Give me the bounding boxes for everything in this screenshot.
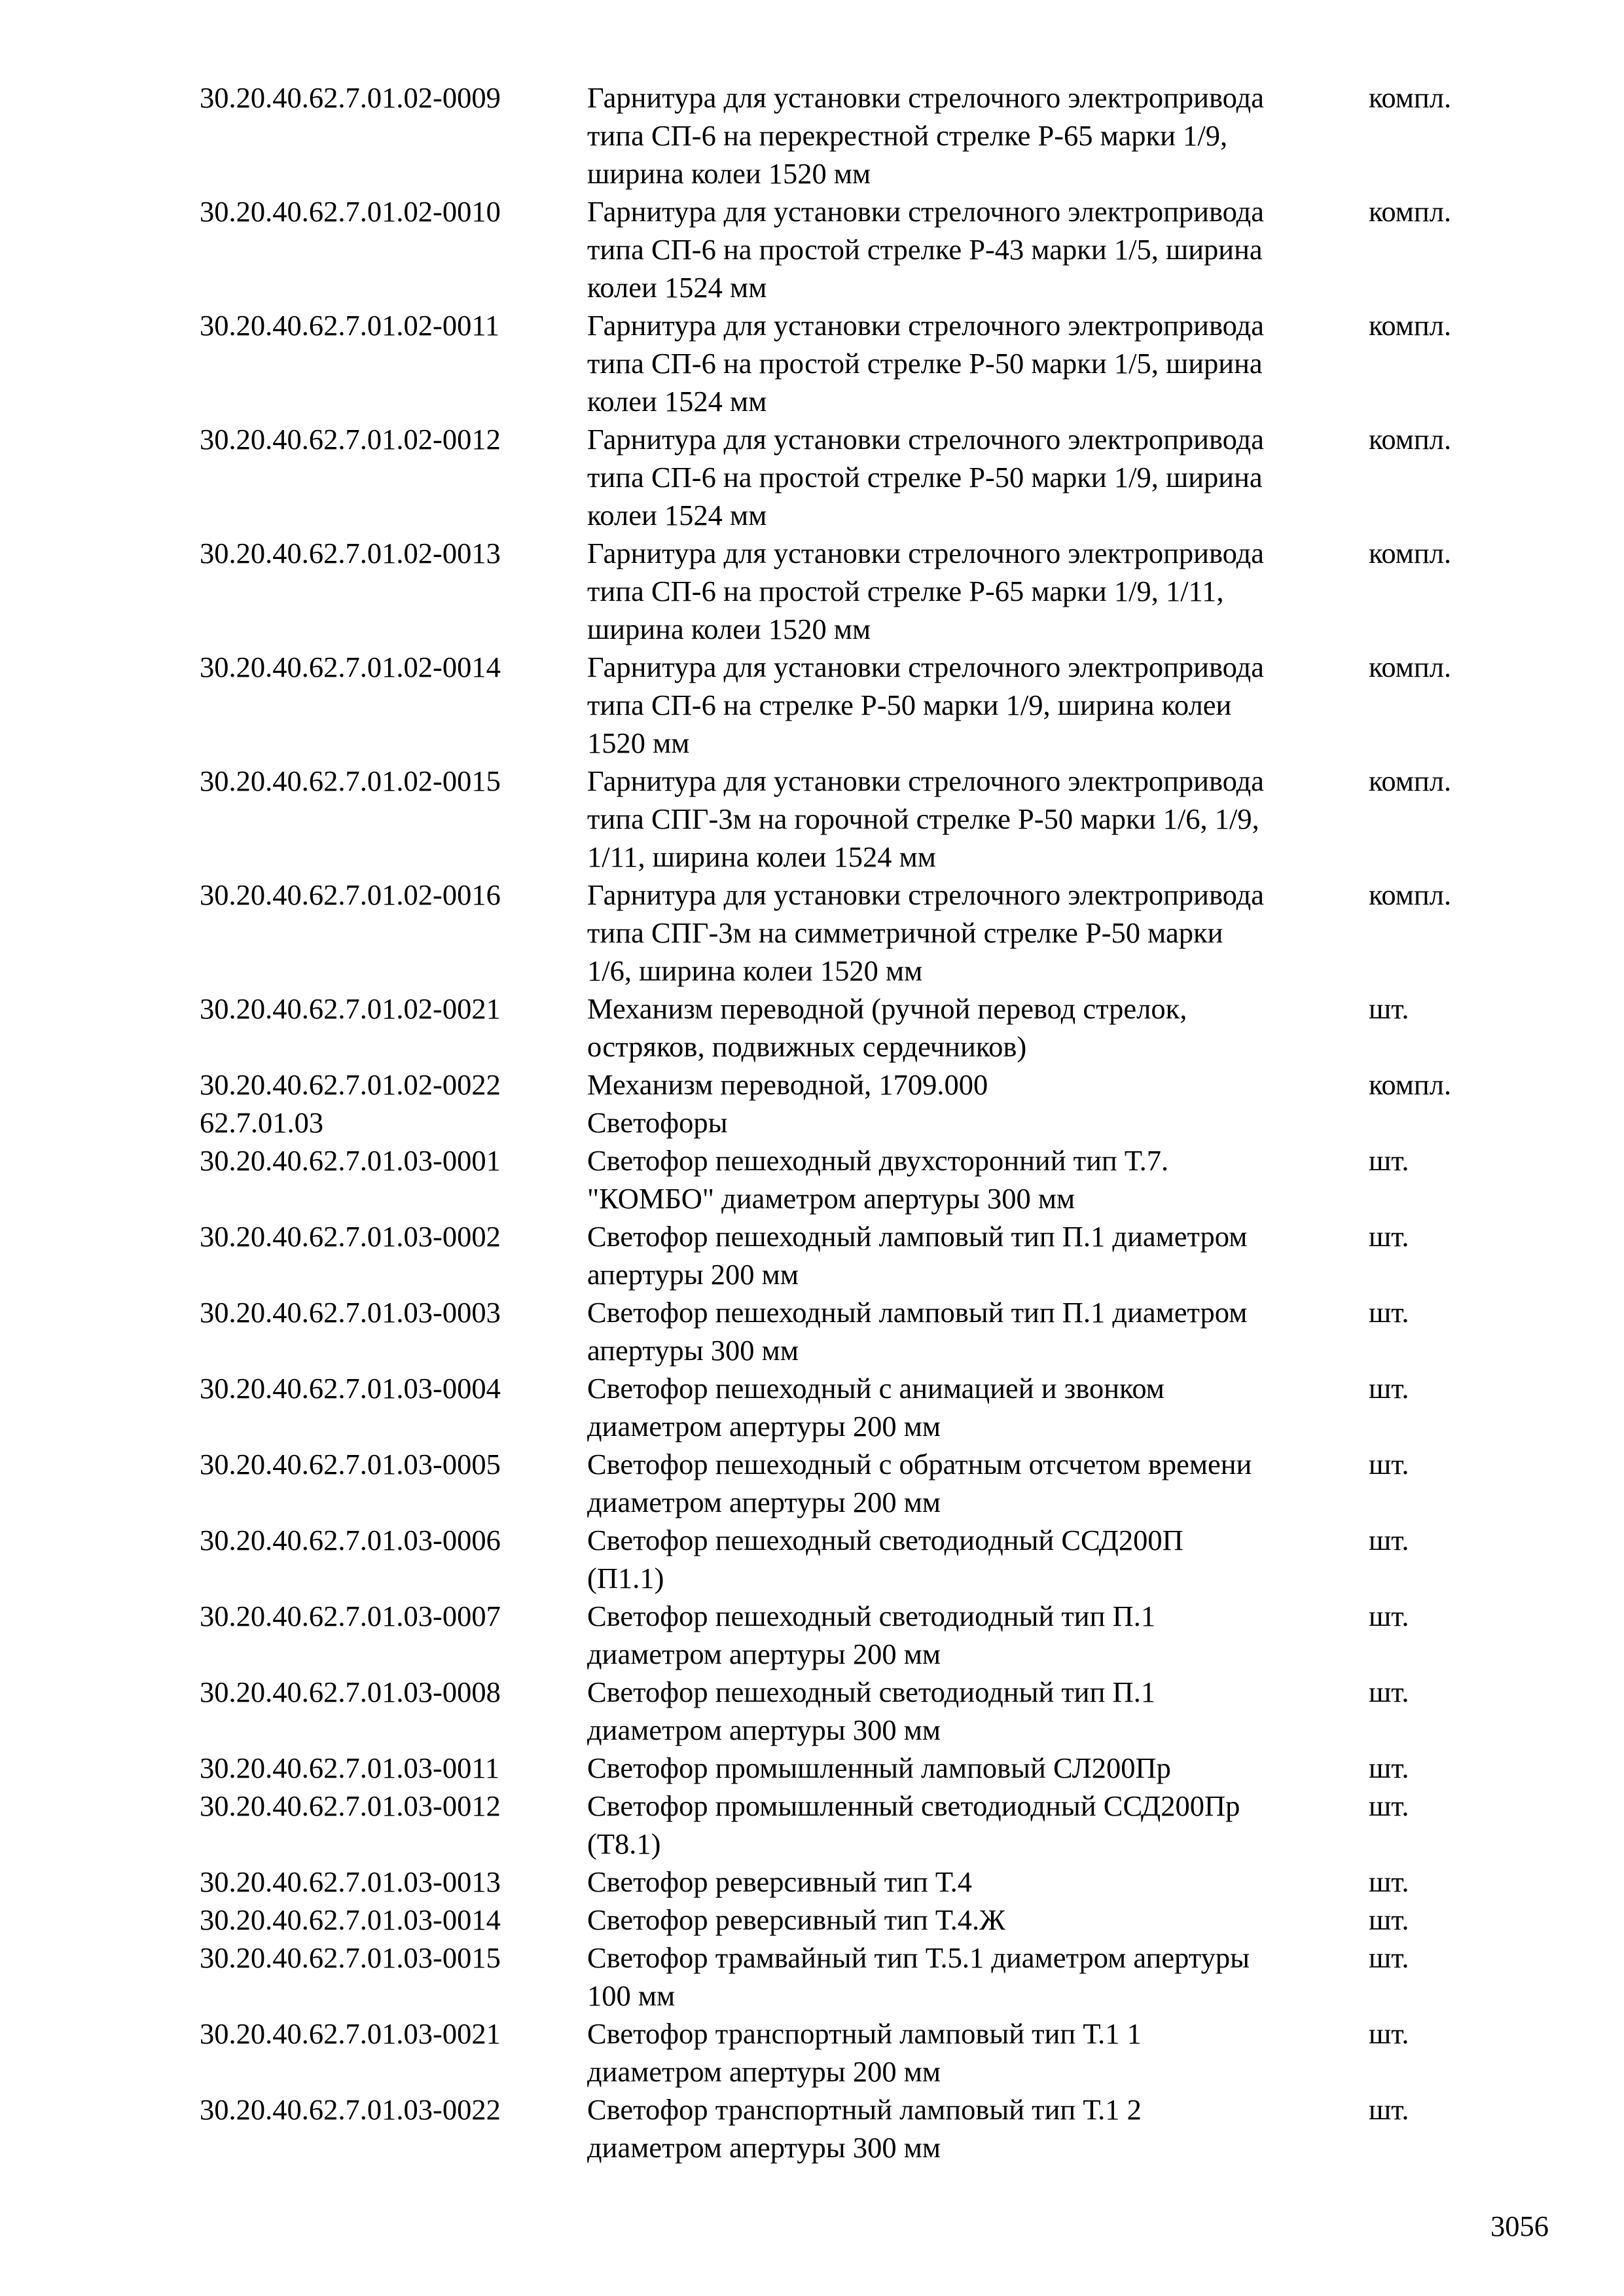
item-name: Светофор пешеходный ламповый тип П.1 диаметром апертуры 300 мм bbox=[587, 1296, 1248, 1367]
item-name: Светофор пешеходный светодиодный ССД200П (П1.1) bbox=[587, 1524, 1183, 1594]
item-name: Гарнитура для установки стрелочного электропривода типа СП-6 на простой стрелке Р-65 марки 1/9, 1/11, ширина колеи 1520 мм bbox=[587, 537, 1265, 645]
item-name: Светофор реверсивный тип Т.4.Ж bbox=[587, 1903, 1006, 1936]
item-unit: компл. bbox=[1369, 81, 1452, 114]
table-row bbox=[200, 2015, 1509, 2090]
table-row bbox=[200, 1369, 1509, 1445]
table-row bbox=[200, 534, 1509, 648]
item-code: 30.20.40.62.7.01.02-0010 bbox=[200, 195, 501, 228]
item-code: 30.20.40.62.7.01.03-0014 bbox=[200, 1903, 501, 1936]
item-unit: шт. bbox=[1369, 1676, 1409, 1708]
item-code: 30.20.40.62.7.01.03-0012 bbox=[200, 1789, 501, 1822]
section-code: 62.7.01.03 bbox=[200, 1106, 324, 1139]
item-unit: шт. bbox=[1369, 1600, 1409, 1632]
table-row bbox=[200, 192, 1509, 306]
item-name: Светофор пешеходный светодиодный тип П.1 диаметром апертуры 300 мм bbox=[587, 1676, 1156, 1746]
item-unit: компл. bbox=[1369, 764, 1452, 797]
item-name: Светофор промышленный светодиодный ССД200Пр (Т8.1) bbox=[587, 1789, 1240, 1860]
item-code: 30.20.40.62.7.01.02-0013 bbox=[200, 537, 501, 569]
table-row bbox=[200, 1673, 1509, 1749]
item-unit: шт. bbox=[1369, 2093, 1409, 2126]
item-unit: шт. bbox=[1369, 992, 1409, 1025]
item-unit: шт. bbox=[1369, 1448, 1409, 1480]
item-name: Гарнитура для установки стрелочного электропривода типа СП-6 на простой стрелке Р-50 марки 1/5, ширина колеи 1524 мм bbox=[587, 309, 1265, 418]
item-name: Гарнитура для установки стрелочного электропривода типа СП-6 на простой стрелке Р-43 марки 1/5, ширина колеи 1524 мм bbox=[587, 195, 1265, 304]
item-code: 30.20.40.62.7.01.03-0007 bbox=[200, 1600, 501, 1632]
table-row bbox=[200, 1293, 1509, 1369]
table-row bbox=[200, 1939, 1509, 2015]
item-name: Светофор пешеходный светодиодный тип П.1 диаметром апертуры 200 мм bbox=[587, 1600, 1156, 1670]
item-code: 30.20.40.62.7.01.02-0021 bbox=[200, 992, 501, 1025]
table-row bbox=[200, 1141, 1509, 1217]
item-name: Светофор пешеходный ламповый тип П.1 диаметром апертуры 200 мм bbox=[587, 1220, 1248, 1291]
table-row bbox=[200, 420, 1509, 534]
item-unit: шт. bbox=[1369, 1865, 1409, 1898]
item-code: 30.20.40.62.7.01.03-0013 bbox=[200, 1865, 501, 1898]
item-name: Гарнитура для установки стрелочного электропривода типа СПГ-3м на симметричной стрелке Р-50 марки 1/6, ширина колеи 1520 мм bbox=[587, 878, 1265, 987]
item-code: 30.20.40.62.7.01.02-0016 bbox=[200, 878, 501, 911]
item-name: Механизм переводной, 1709.000 bbox=[587, 1068, 988, 1101]
item-unit: шт. bbox=[1369, 1903, 1409, 1936]
item-name: Гарнитура для установки стрелочного электропривода типа СП-6 на стрелке Р-50 марки 1/9, ширина колеи 1520 мм bbox=[587, 651, 1265, 759]
item-code: 30.20.40.62.7.01.02-0012 bbox=[200, 423, 501, 456]
item-code: 30.20.40.62.7.01.02-0014 bbox=[200, 651, 501, 683]
item-unit: шт. bbox=[1369, 1941, 1409, 1974]
item-unit: компл. bbox=[1369, 309, 1452, 342]
table-row bbox=[200, 79, 1509, 192]
item-unit: шт. bbox=[1369, 1751, 1409, 1784]
item-code: 30.20.40.62.7.01.03-0003 bbox=[200, 1296, 501, 1329]
table-row bbox=[200, 1521, 1509, 1597]
item-unit: шт. bbox=[1369, 1524, 1409, 1556]
item-code: 30.20.40.62.7.01.02-0011 bbox=[200, 309, 500, 342]
item-code: 30.20.40.62.7.01.03-0002 bbox=[200, 1220, 501, 1253]
table-row bbox=[200, 876, 1509, 990]
item-code: 30.20.40.62.7.01.03-0008 bbox=[200, 1676, 501, 1708]
table-row bbox=[200, 1749, 1509, 1787]
item-name: Светофор реверсивный тип Т.4 bbox=[587, 1865, 973, 1898]
item-code: 30.20.40.62.7.01.03-0004 bbox=[200, 1372, 501, 1405]
item-unit: шт. bbox=[1369, 1789, 1409, 1822]
item-name: Светофор трамвайный тип Т.5.1 диаметром апертуры 100 мм bbox=[587, 1941, 1250, 2012]
item-code: 30.20.40.62.7.01.02-0015 bbox=[200, 764, 501, 797]
page-number: 3056 bbox=[1490, 2210, 1549, 2242]
item-code: 30.20.40.62.7.01.02-0009 bbox=[200, 81, 501, 114]
item-unit: шт. bbox=[1369, 2017, 1409, 2050]
item-name: Светофор пешеходный с анимацией и звонком диаметром апертуры 200 мм bbox=[587, 1372, 1164, 1443]
item-name: Светофор промышленный ламповый СЛ200Пр bbox=[587, 1751, 1171, 1784]
item-name: Механизм переводной (ручной перевод стрелок, остряков, подвижных сердечников) bbox=[587, 992, 1187, 1063]
item-code: 30.20.40.62.7.01.03-0006 bbox=[200, 1524, 501, 1556]
item-code: 30.20.40.62.7.01.03-0015 bbox=[200, 1941, 501, 1974]
item-code: 30.20.40.62.7.01.03-0021 bbox=[200, 2017, 501, 2050]
item-name: Светофор пешеходный двухсторонний тип Т.7. "КОМБО" диаметром апертуры 300 мм bbox=[587, 1144, 1169, 1215]
table-row bbox=[200, 1901, 1509, 1939]
item-unit: компл. bbox=[1369, 537, 1452, 569]
table-row bbox=[200, 762, 1509, 876]
item-unit: компл. bbox=[1369, 1068, 1452, 1101]
item-unit: компл. bbox=[1369, 878, 1452, 911]
item-code: 30.20.40.62.7.01.03-0011 bbox=[200, 1751, 500, 1784]
table-row bbox=[200, 1445, 1509, 1521]
section-title: Светофоры bbox=[587, 1106, 728, 1139]
item-unit: компл. bbox=[1369, 195, 1452, 228]
table-row bbox=[200, 1066, 1509, 1103]
table-row bbox=[200, 306, 1509, 420]
item-code: 30.20.40.62.7.01.03-0001 bbox=[200, 1144, 501, 1177]
item-code: 30.20.40.62.7.01.02-0022 bbox=[200, 1068, 501, 1101]
item-code: 30.20.40.62.7.01.03-0022 bbox=[200, 2093, 501, 2126]
item-name: Гарнитура для установки стрелочного электропривода типа СП-6 на простой стрелке Р-50 марки 1/9, ширина колеи 1524 мм bbox=[587, 423, 1265, 531]
item-name: Светофор транспортный ламповый тип Т.1 2 диаметром апертуры 300 мм bbox=[587, 2093, 1142, 2164]
item-unit: компл. bbox=[1369, 423, 1452, 456]
item-unit: шт. bbox=[1369, 1144, 1409, 1177]
table-row bbox=[200, 1787, 1509, 1863]
table-row bbox=[200, 2090, 1509, 2166]
item-name: Гарнитура для установки стрелочного электропривода типа СПГ-3м на горочной стрелке Р-50 марки 1/6, 1/9, 1/11, ширина колеи 1524 мм bbox=[587, 764, 1265, 873]
table-row bbox=[200, 648, 1509, 762]
table-row bbox=[200, 990, 1509, 1066]
item-name: Светофор транспортный ламповый тип Т.1 1 диаметром апертуры 200 мм bbox=[587, 2017, 1142, 2088]
table-row bbox=[200, 1217, 1509, 1293]
table-row bbox=[200, 1597, 1509, 1673]
item-unit: шт. bbox=[1369, 1220, 1409, 1253]
item-unit: шт. bbox=[1369, 1372, 1409, 1405]
section-row bbox=[200, 1103, 1509, 1141]
item-name: Светофор пешеходный с обратным отсчетом времени диаметром апертуры 200 мм bbox=[587, 1448, 1252, 1518]
table-row bbox=[200, 1863, 1509, 1901]
items-table bbox=[200, 79, 1509, 2166]
item-unit: компл. bbox=[1369, 651, 1452, 683]
item-name: Гарнитура для установки стрелочного электропривода типа СП-6 на перекрестной стрелке Р-65 марки 1/9, ширина колеи 1520 мм bbox=[587, 81, 1265, 190]
item-code: 30.20.40.62.7.01.03-0005 bbox=[200, 1448, 501, 1480]
item-unit: шт. bbox=[1369, 1296, 1409, 1329]
